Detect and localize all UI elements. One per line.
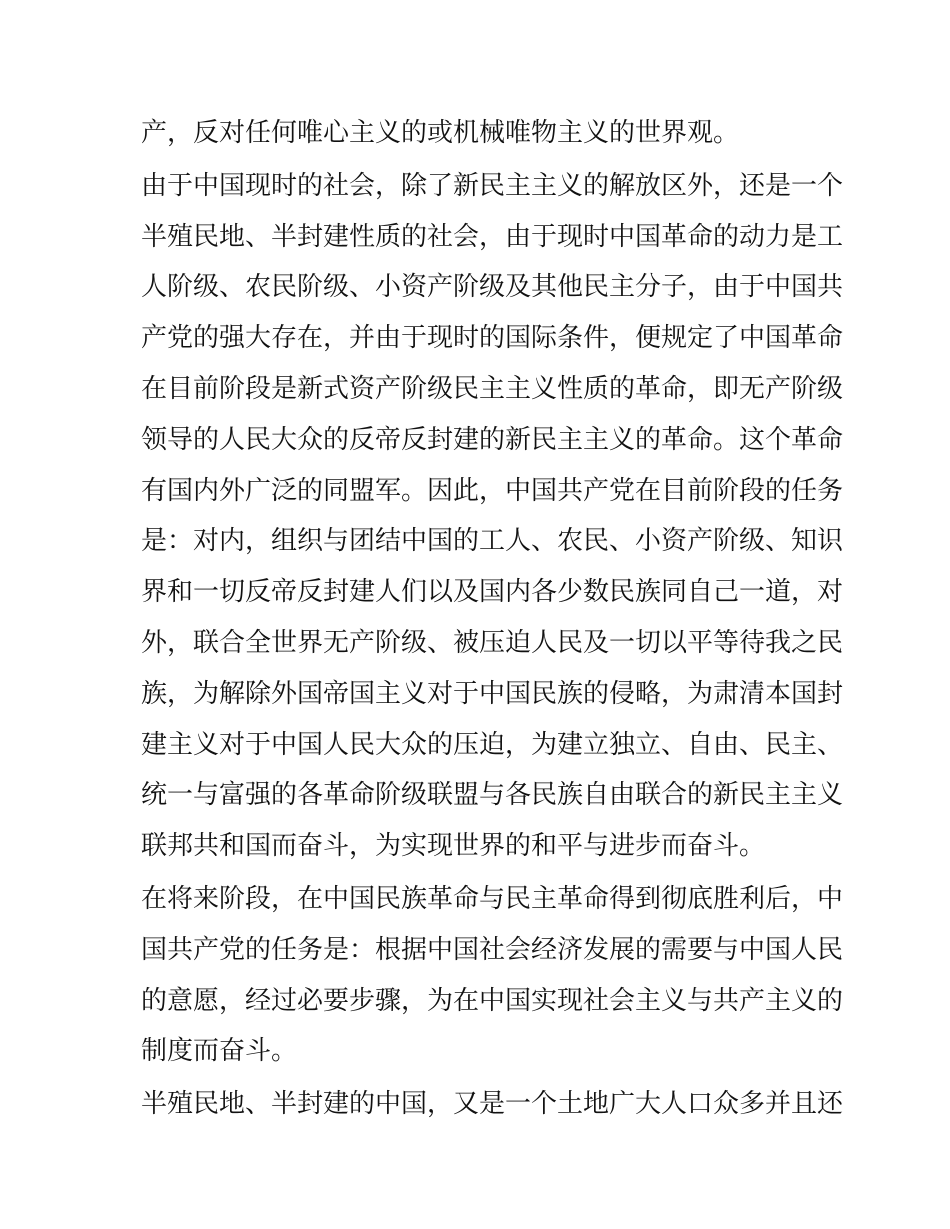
document-body xyxy=(141,108,844,1130)
text-line: 族，为解除外国帝国主义对于中国民族的侵略，为肃清本国封 xyxy=(141,678,844,709)
text-line: 统一与富强的各革命阶级联盟与各民族自由联合的新民主主义 xyxy=(141,780,844,811)
text-line: 界和一切反帝反封建人们以及国内各少数民族同自己一道，对 xyxy=(141,577,844,608)
text-line: 产党的强大存在，并由于现时的国际条件，便规定了中国革命 xyxy=(141,323,844,354)
text-line: 在目前阶段是新式资产阶级民主主义性质的革命，即无产阶级 xyxy=(141,373,844,404)
text-line: 领导的人民大众的反帝反封建的新民主主义的革命。这个革命 xyxy=(141,424,844,455)
text-line: 的意愿，经过必要步骤，为在中国实现社会主义与共产主义的 xyxy=(141,985,844,1016)
text-line: 是：对内，组织与团结中国的工人、农民、小资产阶级、知识 xyxy=(141,526,844,557)
text-line: 外，联合全世界无产阶级、被压迫人民及一切以平等待我之民 xyxy=(141,627,844,658)
text-line: 产，反对任何唯心主义的或机械唯物主义的世界观。 xyxy=(141,118,740,148)
text-line: 半殖民地、半封建性质的社会，由于现时中国革命的动力是工 xyxy=(141,221,844,252)
text-line: 在将来阶段，在中国民族革命与民主革命得到彻底胜利后，中 xyxy=(141,883,844,914)
text-line: 人阶级、农民阶级、小资产阶级及其他民主分子，由于中国共 xyxy=(141,272,844,303)
text-line: 国共产党的任务是：根据中国社会经济发展的需要与中国人民 xyxy=(141,934,844,965)
text-line: 建主义对于中国人民大众的压迫，为建立独立、自由、民主、 xyxy=(141,729,844,760)
text-line: 制度而奋斗。 xyxy=(141,1036,298,1067)
text-line: 有国内外广泛的同盟军。因此，中国共产党在目前阶段的任务 xyxy=(141,475,844,506)
text-line: 由于中国现时的社会，除了新民主主义的解放区外，还是一个 xyxy=(141,170,844,201)
text-line: 联邦共和国而奋斗，为实现世界的和平与进步而奋斗。 xyxy=(141,831,766,862)
text-line: 半殖民地、半封建的中国，又是一个土地广大人口众多并且还 xyxy=(141,1089,844,1120)
